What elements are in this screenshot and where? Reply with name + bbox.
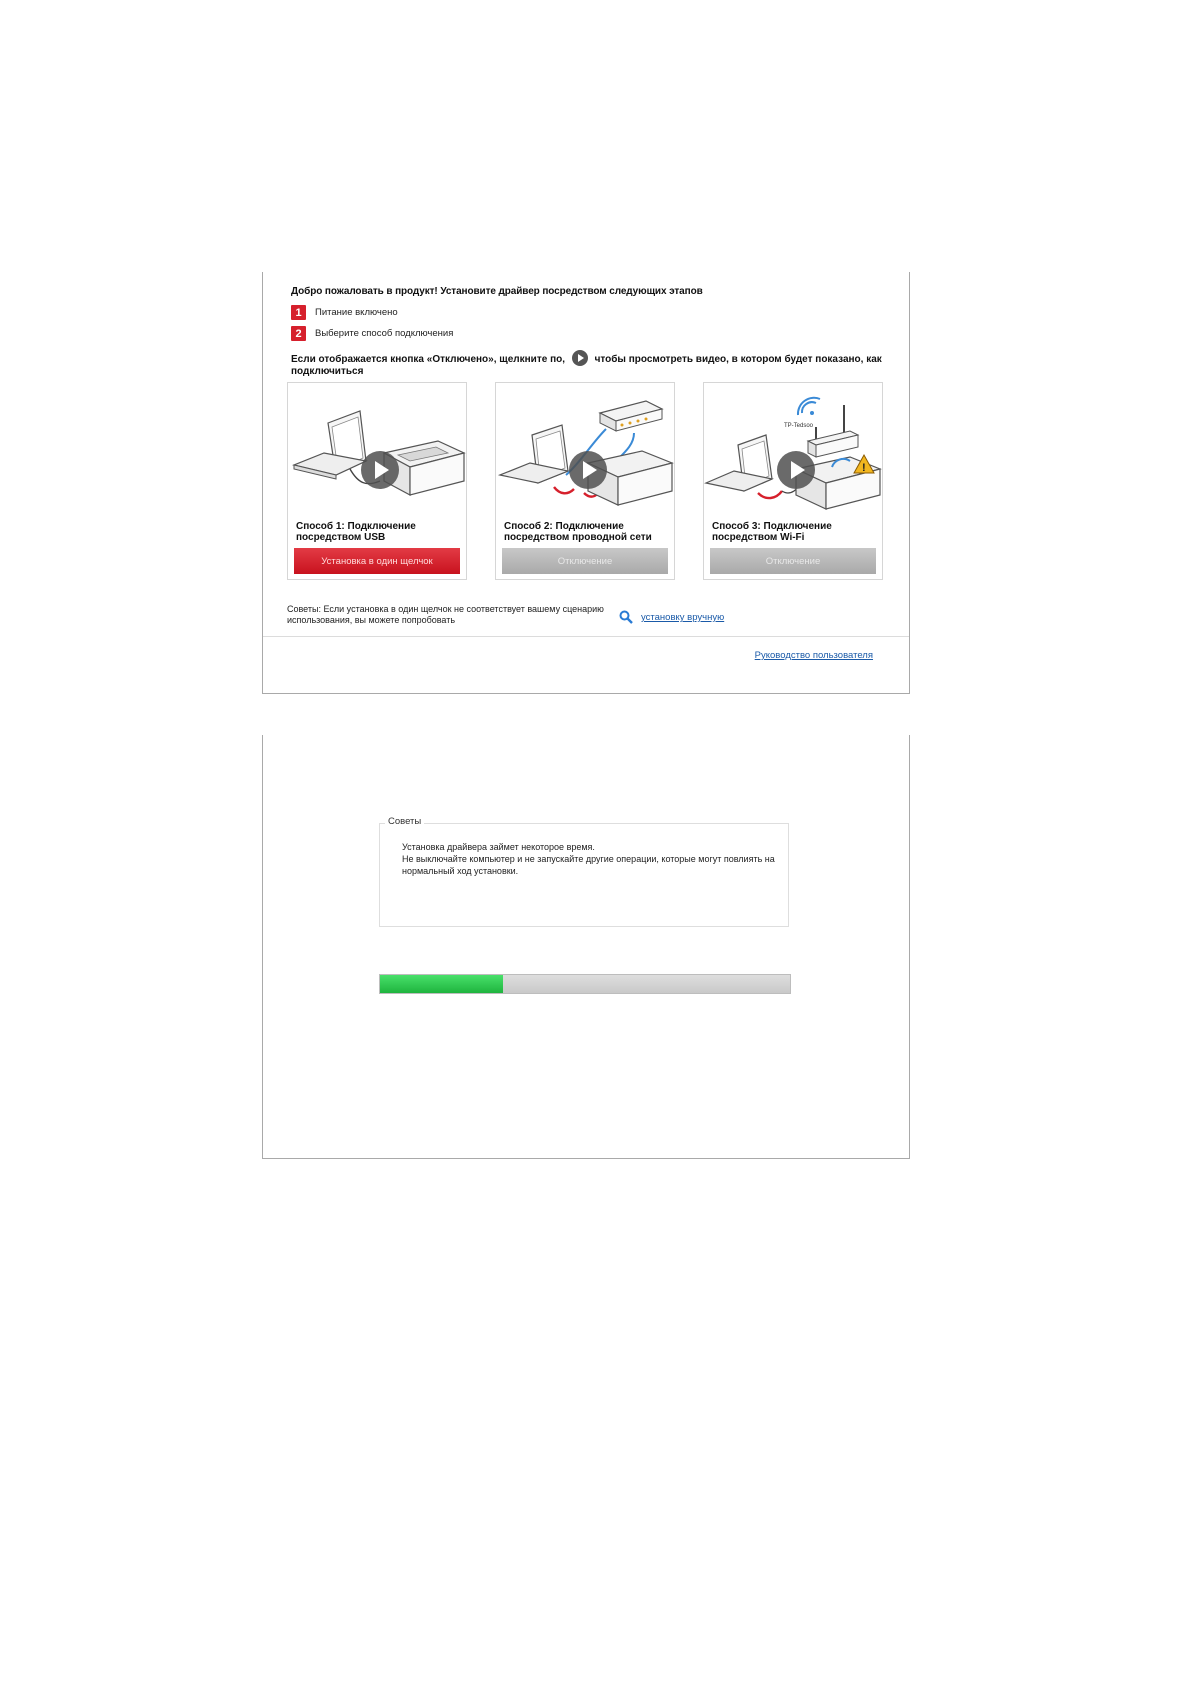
- method-card-wired: [495, 382, 675, 580]
- step-choose-connection: [291, 326, 453, 341]
- progress-fill: [380, 975, 503, 993]
- tips-line: Не выключайте компьютер и не запускайте другие операции, которые могут повлиять на нормальный ход установки.: [402, 854, 775, 876]
- tips-message: [402, 841, 782, 877]
- method-caption: Способ 3: Подключение посредством Wi-Fi: [712, 521, 832, 543]
- step-label: Питание включено: [315, 307, 398, 318]
- play-video-button[interactable]: [777, 451, 815, 489]
- step-label: Выберите способ подключения: [315, 328, 454, 339]
- step-number-badge: 2: [291, 326, 306, 341]
- wired-network-illustration: [496, 383, 676, 513]
- video-hint-text-start: Если отображается кнопка «Отключено», щелкните по,: [291, 354, 565, 365]
- welcome-title: Добро пожаловать в продукт! Установите драйвер посредством следующих этапов: [291, 286, 703, 297]
- warning-icon: !: [862, 462, 866, 474]
- video-hint: [291, 350, 891, 377]
- disabled-method-button[interactable]: Отключение: [502, 548, 668, 574]
- usb-connection-illustration: [288, 383, 468, 513]
- method-caption: Способ 1: Подключение посредством USB: [296, 521, 416, 543]
- method-card-wifi: [703, 382, 883, 580]
- one-click-install-button[interactable]: Установка в один щелчок: [294, 548, 460, 574]
- divider: [263, 636, 909, 637]
- method-card-usb: [287, 382, 467, 580]
- wifi-connection-illustration: [704, 383, 884, 513]
- method-caption: Способ 2: Подключение посредством проводной сети: [504, 521, 652, 543]
- tips-group-box: [379, 823, 789, 927]
- video-hint-text-end: чтобы просмотреть видео, в котором будет показано, как подключиться: [291, 354, 882, 377]
- user-guide-link[interactable]: Руководство пользователя: [754, 650, 873, 661]
- router-label: TP-Tedsoo: [784, 423, 814, 429]
- tips-legend: Советы: [385, 816, 424, 827]
- manual-install-link[interactable]: установку вручную: [641, 612, 725, 623]
- tips-text: Советы: Если установка в один щелчок не соответствует вашему сценарию использования, вы можете попробовать: [287, 604, 604, 625]
- disabled-method-button[interactable]: Отключение: [710, 548, 876, 574]
- search-icon: [619, 610, 633, 624]
- step-number-badge: 1: [291, 305, 306, 320]
- installer-window: [262, 272, 910, 694]
- tips-line: Установка драйвера займет некоторое время.: [402, 842, 595, 852]
- progress-window: [262, 735, 910, 1159]
- step-power-on: [291, 305, 398, 320]
- play-icon: [572, 350, 588, 366]
- play-video-button[interactable]: [569, 451, 607, 489]
- install-progress-bar: [379, 974, 791, 994]
- play-video-button[interactable]: [361, 451, 399, 489]
